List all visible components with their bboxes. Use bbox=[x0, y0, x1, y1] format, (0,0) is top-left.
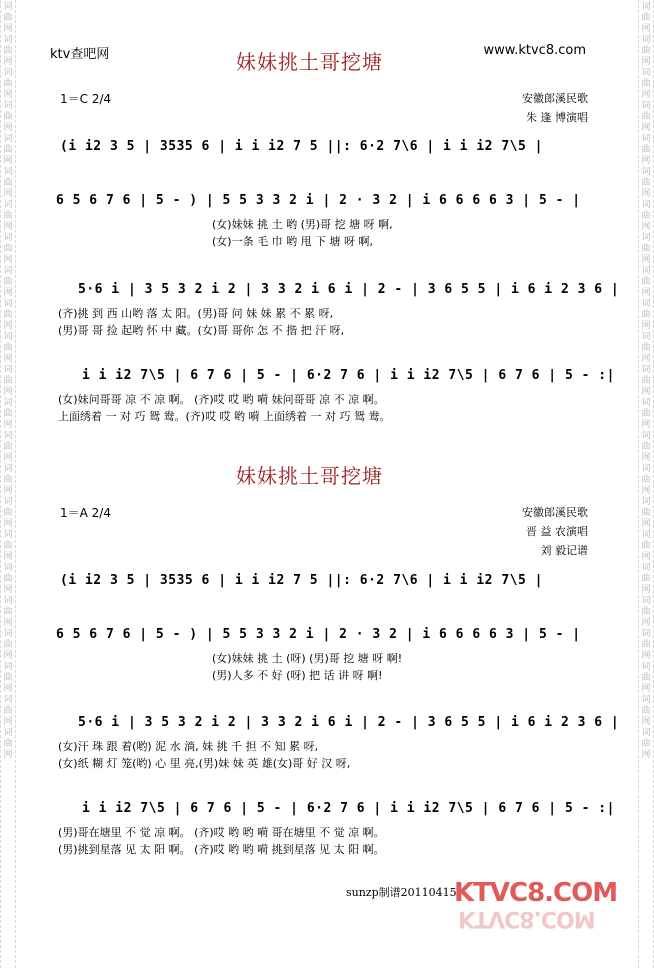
signature: sunzp制谱20110415. bbox=[346, 886, 461, 899]
score-line: 5·6 i | 3 5 3 2 i 2 | 3 3 2 i 6 i | 2 - | 3 6 5 5 | i 6 i 2 3 6 | bbox=[78, 715, 620, 730]
score-line: 5·6 i | 3 5 3 2 i 2 | 3 3 2 i 6 i | 2 - | 3 6 5 5 | i 6 i 2 3 6 | bbox=[78, 282, 620, 297]
lyric-line: 上面绣着 一 对 巧 鸳 鸯。(齐)哎 哎 哟 嗬 上面绣着 一 对 巧 鸳 鸯。 bbox=[58, 410, 391, 423]
lyric-line: (女)一条 毛 巾 哟 甩 下 塘 呀 啊, bbox=[212, 235, 374, 248]
score-line: 6 5 6 7 6 | 5 - ) | 5 5 3 3 2 i | 2 · 3 2 | i 6 6 6 6 3 | 5 - | bbox=[56, 627, 581, 642]
site-name: ktv查吧网 bbox=[50, 47, 110, 62]
right-watermark-strip bbox=[638, 0, 654, 968]
credit-singer: 朱 逢 博演唱 bbox=[526, 111, 588, 124]
song-title: 妹妹挑土哥挖塘 bbox=[236, 50, 383, 74]
credit-origin: 安徽郎溪民歌 bbox=[522, 506, 588, 519]
lyric-line: (女)妹妹 挑 土 (呀) (男)哥 挖 塘 呀 啊! bbox=[212, 652, 403, 665]
watermark-logo-reflection: KTVC8.COM bbox=[458, 906, 595, 931]
left-watermark-strip bbox=[0, 0, 16, 968]
site-url[interactable]: www.ktvc8.com bbox=[483, 43, 586, 58]
score-line: 6 5 6 7 6 | 5 - ) | 5 5 3 3 2 i | 2 · 3 2 | i 6 6 6 6 3 | 5 - | bbox=[56, 193, 581, 208]
lyric-line: (男)哥在塘里 不 觉 凉 啊。 (齐)哎 哟 哟 嗬 哥在塘里 不 觉 凉 啊。 bbox=[58, 826, 385, 839]
credit-origin: 安徽郎溪民歌 bbox=[522, 92, 588, 105]
credit-singer: 晋 益 农演唱 bbox=[526, 525, 588, 538]
right-strip-text: 词曲网词曲网词曲网词曲网词曲网词曲网词曲网词曲网词曲网词曲网词曲网词曲网词曲网词曲网词曲网词曲网词曲网词曲网词曲网词曲网词曲网词曲网词曲网 bbox=[641, 2, 651, 760]
key-signature: 1＝A 2/4 bbox=[60, 506, 111, 520]
credit-notation: 刘 毅记谱 bbox=[540, 544, 588, 557]
lyric-line: (齐)挑 到 西 山哟 落 太 阳。(男)哥 问 妹 妹 累 不 累 呀, bbox=[58, 307, 334, 320]
lyric-line: (女)汗 珠 跟 着(哟) 泥 水 淌, 妹 挑 千 担 不 知 累 呀, bbox=[58, 740, 319, 753]
lyric-line: (男)挑到星落 见 太 阳 啊。 (齐)哎 哟 哟 嗬 挑到星落 见 太 阳 啊。 bbox=[58, 843, 385, 856]
key-signature: 1＝C 2/4 bbox=[60, 92, 112, 106]
score-line: i i i2 7\5 | 6 7 6 | 5 - | 6·2 7 6 | i i i2 7\5 | 6 7 6 | 5 - :| bbox=[82, 368, 615, 383]
lyric-line: (女)妹妹 挑 土 哟 (男)哥 挖 塘 呀 啊, bbox=[212, 218, 393, 231]
score-line: i i i2 7\5 | 6 7 6 | 5 - | 6·2 7 6 | i i i2 7\5 | 6 7 6 | 5 - :| bbox=[82, 801, 615, 816]
lyric-line: (男)人多 不 好 (呀) 把 话 讲 呀 啊! bbox=[212, 669, 383, 682]
watermark-logo: KTVC8.COM bbox=[454, 878, 618, 908]
song-title: 妹妹挑土哥挖塘 bbox=[236, 464, 383, 488]
lyric-line: (女)妹问哥哥 凉 不 凉 啊。 (齐)哎 哎 哟 嗬 妹问哥哥 凉 不 凉 啊。 bbox=[58, 393, 385, 406]
score-line: (i i2 3 5 | 3535 6 | i i i2 7 5 ||: 6·2 7\6 | i i i2 7\5 | bbox=[60, 139, 543, 154]
left-strip-text: 词曲网词曲网词曲网词曲网词曲网词曲网词曲网词曲网词曲网词曲网词曲网词曲网词曲网词曲网词曲网词曲网词曲网词曲网词曲网词曲网词曲网词曲网词曲网 bbox=[3, 2, 13, 760]
lyric-line: (女)纸 糊 灯 笼(哟) 心 里 亮,(男)妹 妹 英 雄(女)哥 好 汉 呀, bbox=[58, 757, 351, 770]
score-line: (i i2 3 5 | 3535 6 | i i i2 7 5 ||: 6·2 7\6 | i i i2 7\5 | bbox=[60, 573, 543, 588]
lyric-line: (男)哥 哥 捡 起哟 怀 中 藏。(女)哥 哥你 怎 不 揩 把 汗 呀, bbox=[58, 324, 345, 337]
